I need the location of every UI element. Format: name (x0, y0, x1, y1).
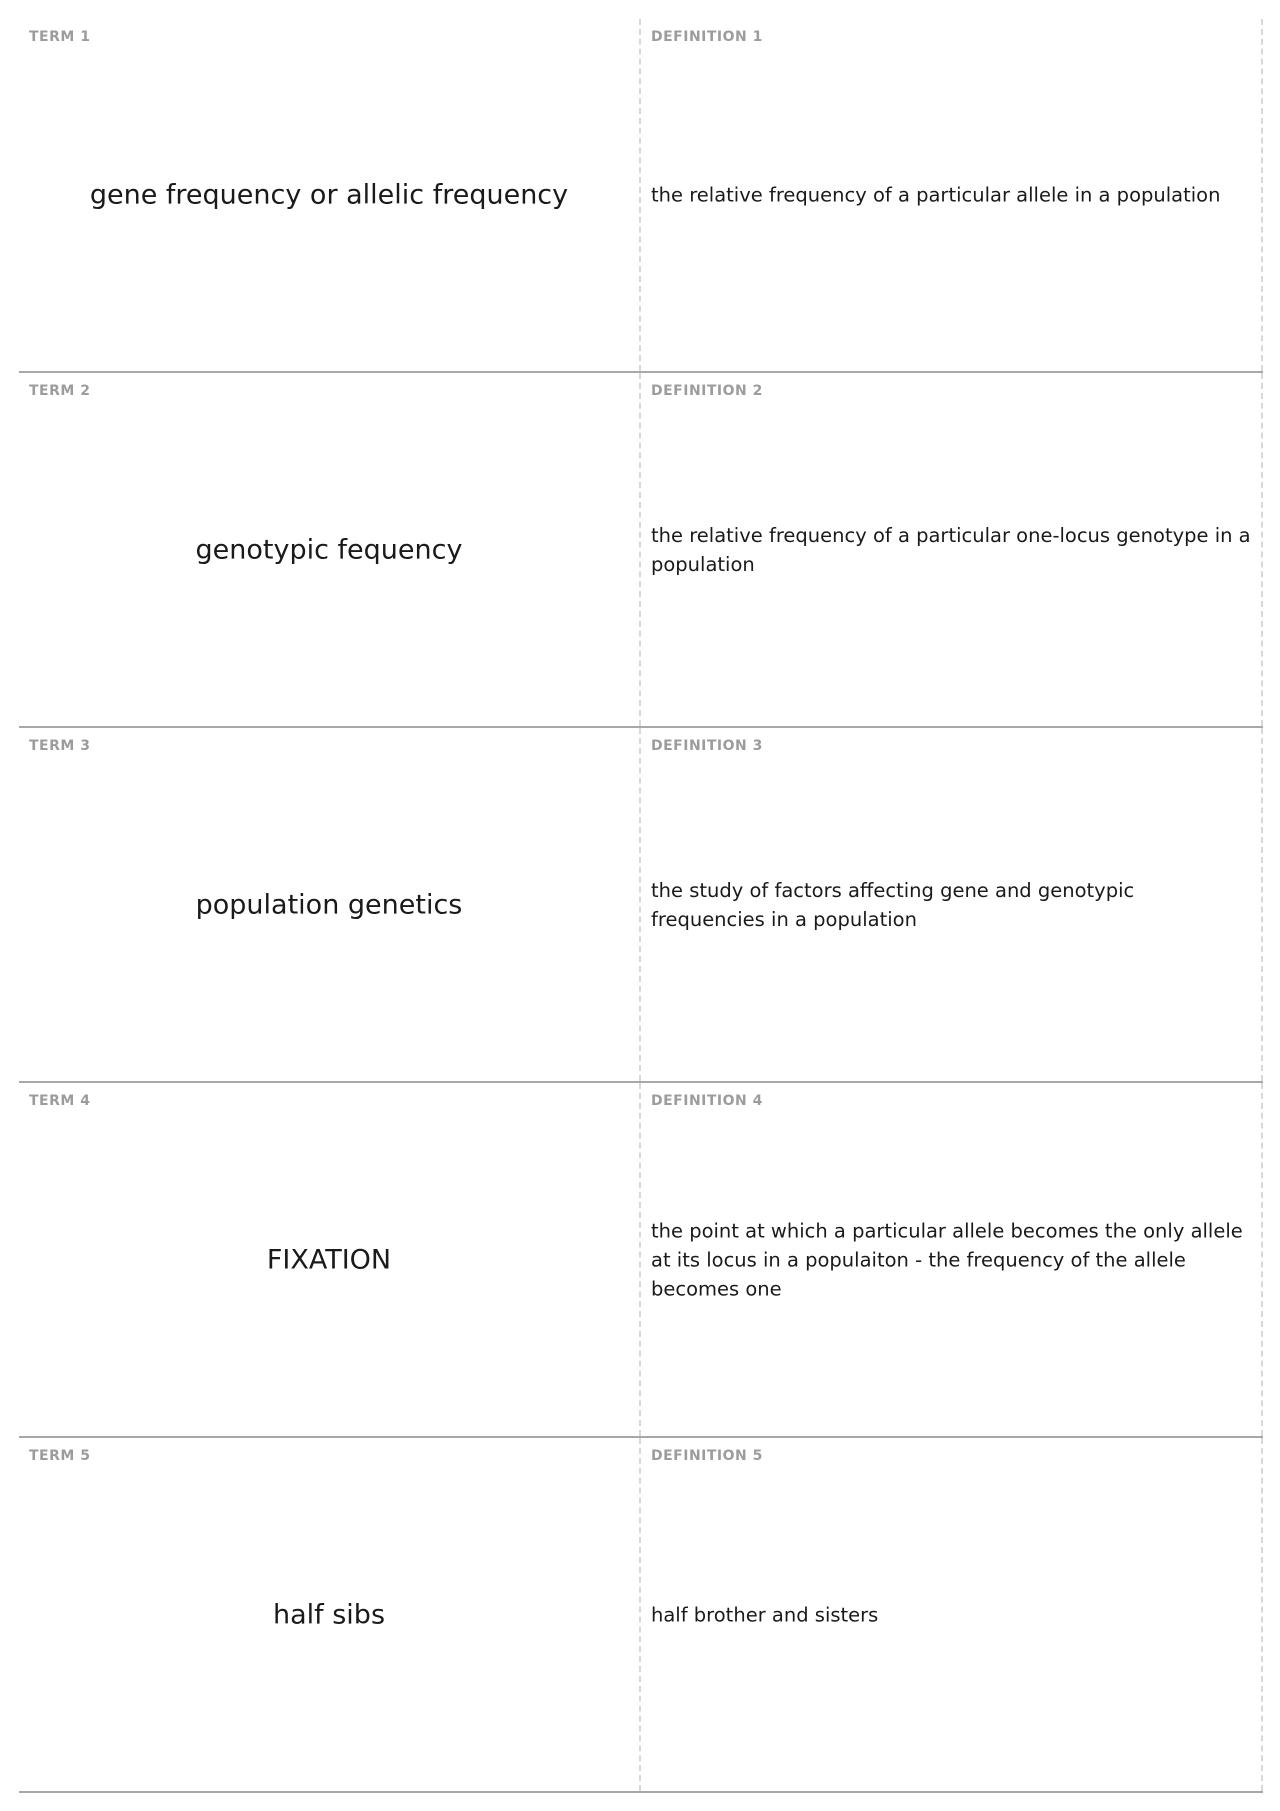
definition-text: the study of factors affecting gene and genotypic frequencies in a population (651, 878, 1135, 931)
term-label: TERM 4 (29, 1093, 91, 1109)
definition-label: DEFINITION 1 (651, 29, 763, 45)
card-row-4 (19, 1083, 1263, 1438)
definition-cell (641, 1083, 1263, 1436)
definition-label: DEFINITION 2 (651, 383, 763, 399)
definition-text: the relative frequency of a particular one-locus genotype in a population (651, 523, 1251, 576)
term-cell (19, 19, 641, 371)
term-label: TERM 3 (29, 738, 91, 754)
term-text: half sibs (272, 1599, 386, 1630)
definition-cell (641, 728, 1263, 1081)
term-text: FIXATION (266, 1244, 392, 1275)
term-cell (19, 373, 641, 726)
definition-label: DEFINITION 3 (651, 738, 763, 754)
card-row-3 (19, 728, 1263, 1083)
definition-label: DEFINITION 4 (651, 1093, 763, 1109)
card-row-2 (19, 373, 1263, 728)
definition-text: the point at which a particular allele becomes the only allele at its locus in a populaiton - the frequency of the allele becomes one (651, 1219, 1243, 1300)
term-label: TERM 1 (29, 29, 91, 45)
flashcard-sheet (19, 19, 1263, 1793)
term-cell (19, 1438, 641, 1791)
term-text: population genetics (195, 889, 463, 920)
term-cell (19, 728, 641, 1081)
definition-cell (641, 1438, 1263, 1791)
term-text: gene frequency or allelic frequency (89, 179, 569, 211)
term-cell (19, 1083, 641, 1436)
term-label: TERM 2 (29, 383, 91, 399)
definition-cell (641, 19, 1263, 371)
definition-cell (641, 373, 1263, 726)
term-label: TERM 5 (29, 1448, 91, 1464)
card-row-5 (19, 1438, 1263, 1793)
term-text: genotypic fequency (195, 534, 463, 565)
definition-text: half brother and sisters (651, 1603, 879, 1626)
definition-text: the relative frequency of a particular allele in a population (651, 183, 1221, 207)
definition-label: DEFINITION 5 (651, 1448, 763, 1464)
card-row-1 (19, 19, 1263, 373)
